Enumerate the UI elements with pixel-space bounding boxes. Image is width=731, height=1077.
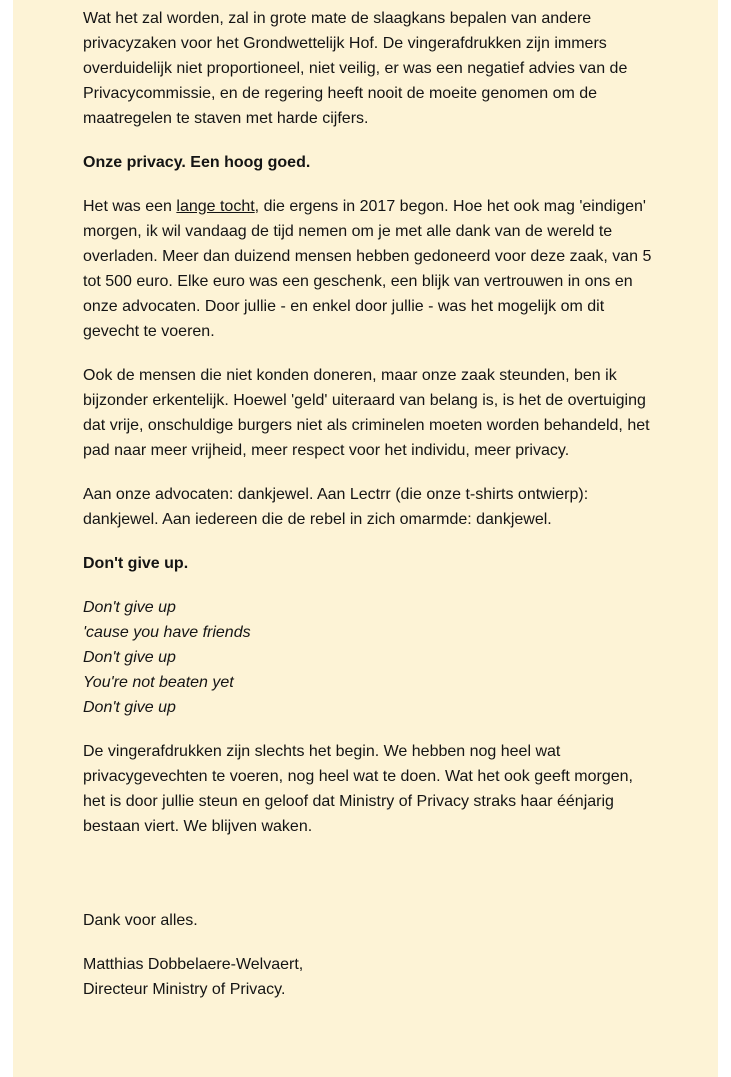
lyric-line: Don't give up (83, 649, 176, 666)
heading-privacy: Onze privacy. Een hoog goed. (83, 154, 311, 171)
lyrics-block (83, 595, 653, 720)
signature-name: Matthias Dobbelaere-Welvaert, (83, 956, 304, 973)
lange-tocht-link[interactable]: lange tocht (176, 198, 255, 215)
signature-block (83, 952, 653, 1002)
closing-line: Dank voor alles. (83, 912, 198, 929)
thanks-paragraph-end: , die ergens in 2017 begon. Hoe het ook mag 'eindigen' morgen, ik wil vandaag de tijd nemen om je met alle dank van de wereld te overladen. Meer dan duizend mensen hebben gedoneerd voor deze zaak, van 5 tot 500 euro. Elke euro was een geschenk, een blijk van vertrouwen in ons en onze advocaten. Door jullie - en enkel door jullie - was het mogelijk om dit gevecht te voeren. (83, 198, 652, 340)
lyric-line: You're not beaten yet (83, 674, 234, 691)
heading-dont-give-up: Don't give up. (83, 555, 189, 572)
thanks-paragraph (83, 194, 653, 344)
supporters-paragraph: Ook de mensen die niet konden doneren, maar onze zaak steunden, ben ik bijzonder erkentelijk. Hoewel 'geld' uiteraard van belang is, is het de overtuiging dat vrije, onschuldige burgers niet als criminelen moeten worden behandeld, het pad naar meer vrijheid, meer respect voor het individu, meer privacy. (83, 367, 650, 459)
outlook-paragraph: De vingerafdrukken zijn slechts het begin. We hebben nog heel wat privacygevechten te voeren, nog heel wat te doen. Wat het ook geeft morgen, het is door jullie steun en geloof dat Ministry of Privacy straks haar éénjarig bestaan viert. We blijven waken. (83, 743, 633, 835)
lyric-line: Don't give up (83, 599, 176, 616)
intro-paragraph: Wat het zal worden, zal in grote mate de slaagkans bepalen van andere privacyzaken voor het Grondwettelijk Hof. De vingerafdrukken zijn immers overduidelijk niet proportioneel, niet veilig, er was een negatief advies van de Privacycommissie, en de regering heeft nooit de moeite genomen om de maatregelen te staven met harde cijfers. (83, 10, 628, 127)
acknowledgements-paragraph: Aan onze advocaten: dankjewel. Aan Lectrr (die onze t-shirts ontwierp): dankjewel. Aan iedereen die de rebel in zich omarmde: dankjewel. (83, 486, 589, 528)
lyric-line: Don't give up (83, 699, 176, 716)
signature-title: Directeur Ministry of Privacy. (83, 981, 286, 998)
letter-content (83, 6, 653, 1002)
spacer (83, 858, 653, 908)
lyric-line: 'cause you have friends (83, 624, 251, 641)
letter-page (13, 0, 718, 1077)
thanks-paragraph-start: Het was een (83, 198, 177, 215)
